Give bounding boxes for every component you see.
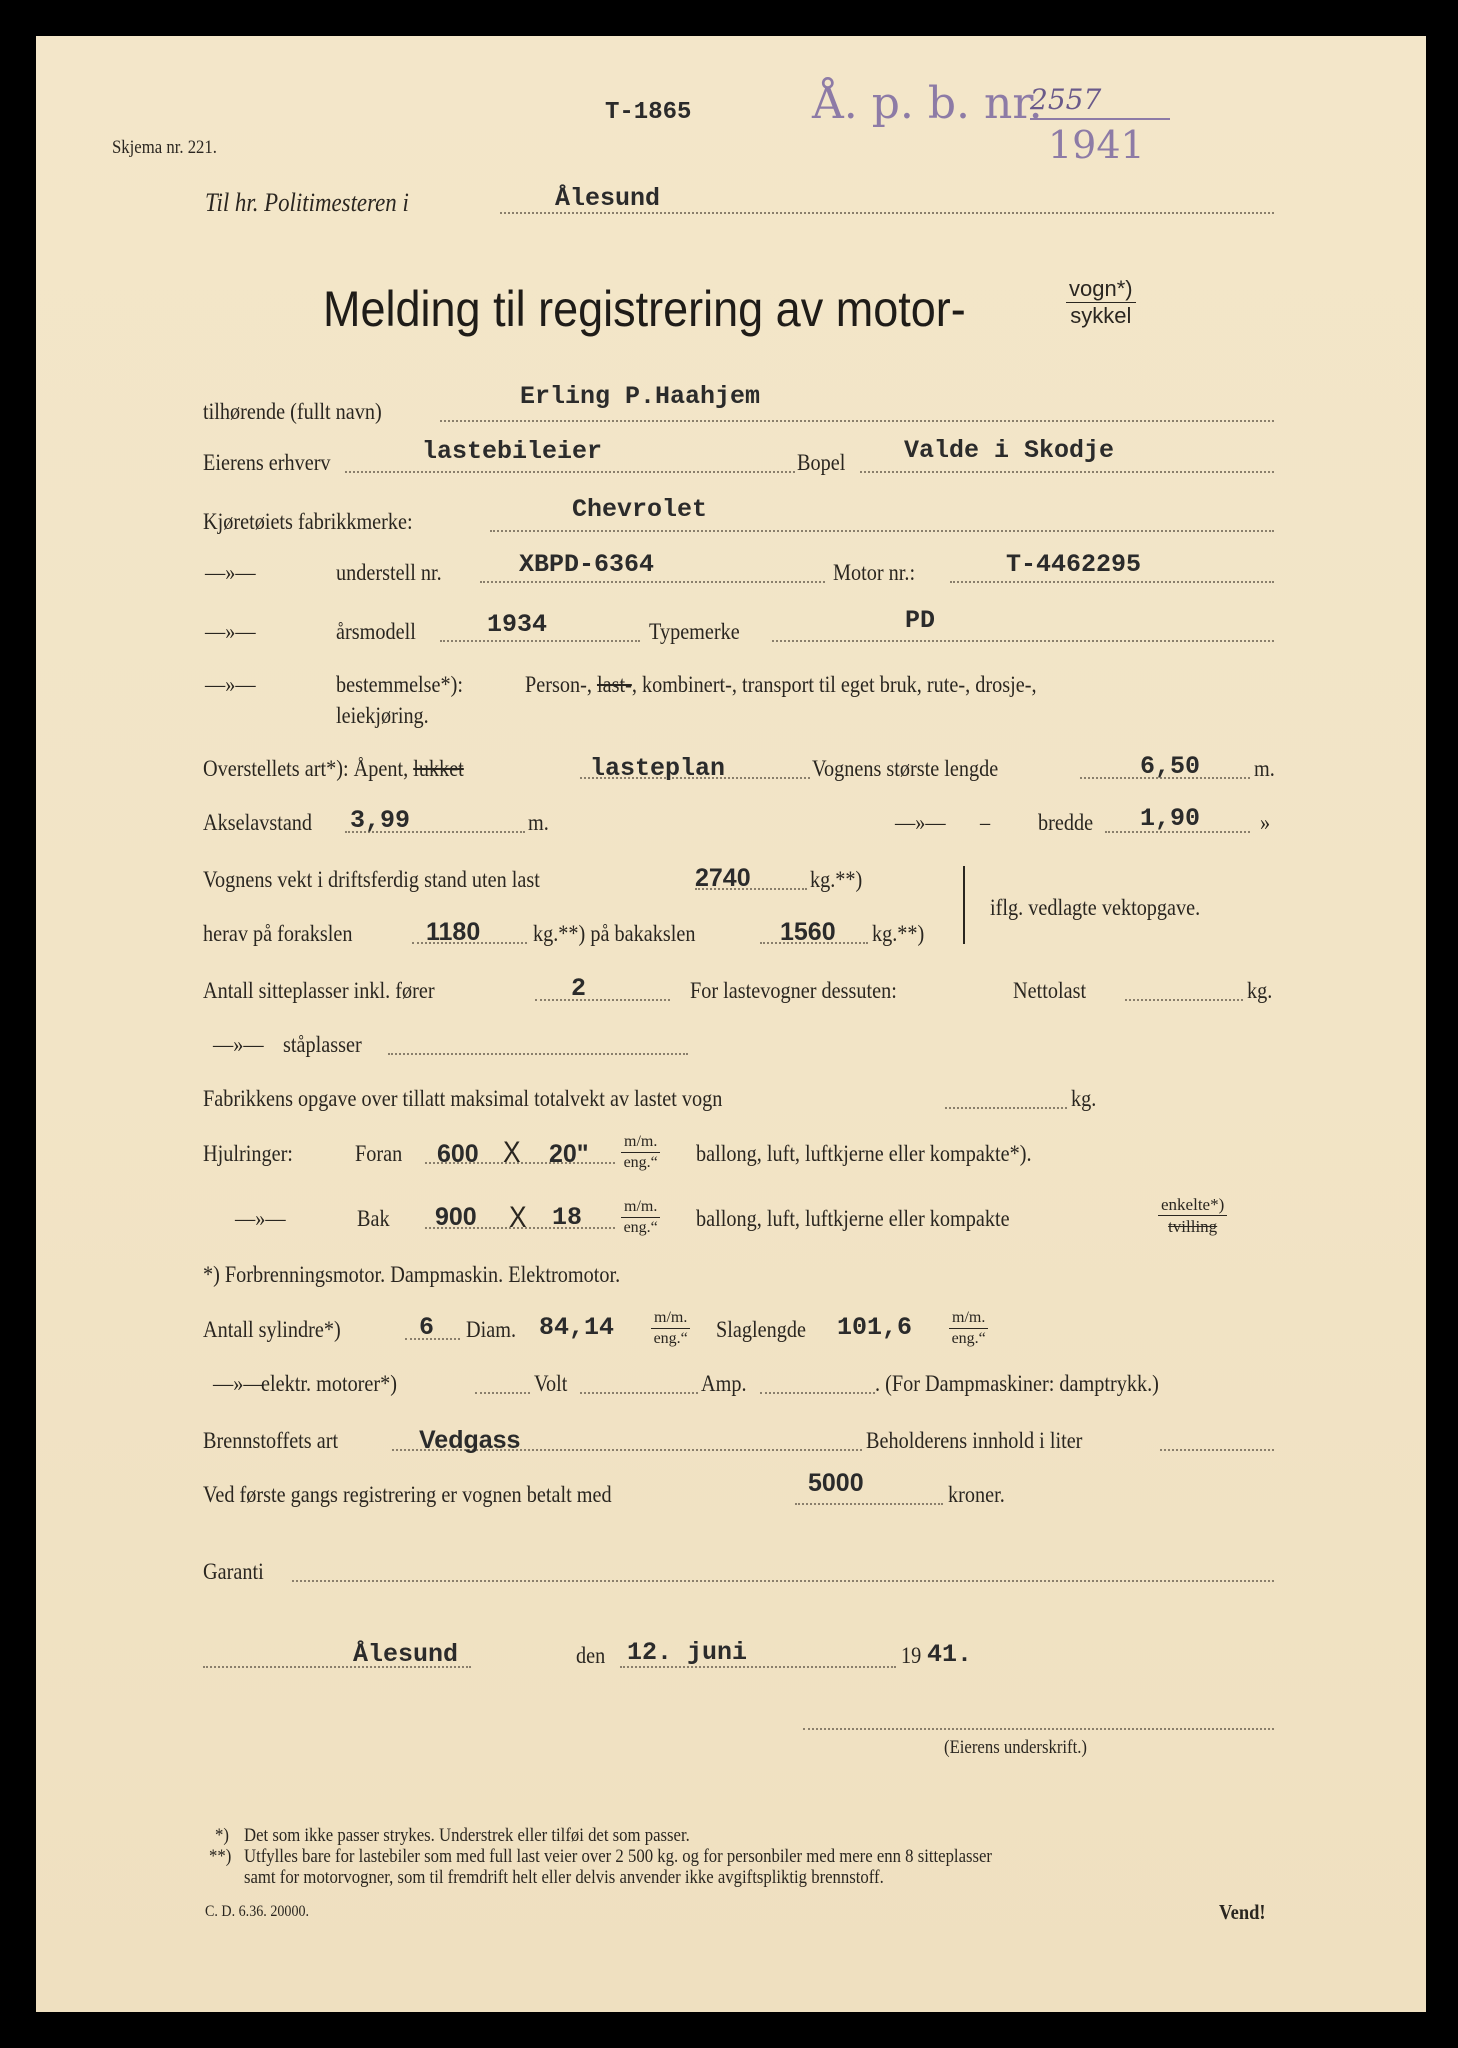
signature-label: (Eierens underskrift.): [944, 1737, 1087, 1758]
purpose-options: [525, 673, 1037, 696]
max-weight-label: Fabrikkens opgave over tillatt maksimal totalvekt av lastet vogn: [203, 1086, 723, 1111]
stamp-underline: [1030, 118, 1170, 120]
motor-label: Motor nr.:: [833, 560, 916, 585]
owner-value[interactable]: Erling P.Haahjem: [520, 382, 761, 411]
chassis-value[interactable]: XBPD-6364: [519, 550, 655, 579]
rear-tire-label: Bak: [357, 1206, 390, 1231]
times-sign: X: [503, 1136, 521, 1169]
owner-label: tilhørende (fullt navn): [203, 399, 382, 424]
footnote-2-mark: **): [209, 1846, 232, 1867]
price-unit: kroner.: [948, 1482, 1005, 1507]
occupation-label: Eierens erhverv: [203, 450, 331, 475]
stamp-number: 2557: [1030, 83, 1102, 116]
rear-axle-unit: kg.**): [872, 921, 925, 946]
rear-axle-value[interactable]: 1560: [780, 918, 836, 946]
ditto-mark: —»—: [205, 672, 256, 697]
cylinders-label: Antall sylindre*): [203, 1317, 341, 1342]
seats-value[interactable]: 2: [571, 974, 587, 1003]
unit-mm: m/m.: [651, 1310, 690, 1329]
unit-fraction: [621, 1134, 660, 1171]
title-option-vogn: vogn*): [1066, 278, 1136, 303]
width-label: bredde: [1038, 810, 1094, 835]
stamp-year: 1941: [1048, 123, 1145, 167]
unit-fraction: [949, 1310, 988, 1347]
year-prefix: 19: [901, 1643, 922, 1668]
motor-types: *) Forbrenningsmotor. Dampmaskin. Elektromotor.: [203, 1262, 621, 1287]
residence-label: Bopel: [797, 450, 846, 475]
standing-label: ståplasser: [283, 1032, 362, 1057]
title-main: Melding til registrering av motor-: [323, 281, 966, 337]
dash: –: [980, 810, 991, 835]
price-label: Ved første gangs registrering er vognen betalt med: [203, 1482, 612, 1507]
front-tire-diameter[interactable]: 20": [549, 1140, 589, 1168]
form-title: [323, 280, 966, 338]
unit-mm: m/m.: [621, 1199, 660, 1218]
purpose-person: Person-,: [525, 672, 592, 697]
length-label: Vognens største lengde: [812, 756, 999, 781]
ditto-mark: —»—: [205, 560, 256, 585]
title-option-sykkel: sykkel: [1070, 303, 1132, 328]
unit-fraction: [621, 1199, 660, 1236]
unit-eng: eng.“: [623, 1154, 658, 1171]
body-label-text: Overstellets art*): Åpent,: [203, 756, 409, 781]
front-tire-width[interactable]: 600: [437, 1140, 479, 1168]
tires-label: Hjulringer:: [203, 1141, 293, 1166]
front-axle-value[interactable]: 1180: [426, 918, 481, 946]
purpose-leiekjoring: leiekjøring.: [336, 703, 429, 728]
tank-label: Beholderens innhold i liter: [866, 1428, 1083, 1453]
turn-over: Vend!: [1219, 1900, 1266, 1924]
unit-mm: m/m.: [621, 1134, 660, 1153]
tire-types-rear: ballong, luft, luftkjerne eller kompakte: [696, 1206, 1010, 1231]
length-unit: m.: [1254, 756, 1275, 781]
place-value[interactable]: Ålesund: [353, 1640, 459, 1669]
make-label: Kjøretøiets fabrikkmerke:: [203, 509, 413, 534]
brace: [963, 866, 968, 944]
body-struck: lukket: [413, 756, 464, 781]
tire-types: ballong, luft, luftkjerne eller kompakte*).: [696, 1141, 1032, 1166]
model-year-label: årsmodell: [336, 619, 416, 644]
motor-value[interactable]: T-4462295: [1006, 550, 1142, 579]
electric-motors-label: elektr. motorer*): [261, 1371, 398, 1396]
year-value[interactable]: 41.: [927, 1640, 973, 1669]
schema-number: Skjema nr. 221.: [112, 137, 217, 158]
purpose-last-struck: last-: [596, 672, 632, 697]
footnote-1-mark: *): [215, 1825, 229, 1846]
amp-label: Amp.: [701, 1371, 747, 1396]
rear-tire-diameter[interactable]: 18: [552, 1203, 583, 1232]
unit-mm: m/m.: [949, 1310, 988, 1329]
steam-pressure-label: . (For Dampmaskiner: damptrykk.): [875, 1371, 1159, 1396]
wheelbase-label: Akselavstand: [203, 810, 313, 835]
fuel-label: Brennstoffets art: [203, 1428, 339, 1453]
stroke-label: Slaglengde: [716, 1317, 806, 1342]
times-sign: X: [509, 1201, 527, 1234]
type-value[interactable]: PD: [905, 606, 936, 635]
footnote-2-line-2: samt for motorvogner, som til fremdrift helt eller delvis anvender ikke avgiftspliktig brennstoff.: [244, 1867, 884, 1888]
unit-eng: eng.“: [653, 1330, 688, 1347]
purpose-others: , kombinert-, transport til eget bruk, rute-, drosje-,: [631, 672, 1037, 697]
weight-label: Vognens vekt i driftsferdig stand uten last: [203, 867, 540, 892]
unit-eng: eng.“: [951, 1330, 986, 1347]
front-tire-label: Foran: [355, 1141, 403, 1166]
twin-option-struck: tvilling: [1168, 1217, 1218, 1236]
stamp-label: Å. p. b. nr.: [812, 78, 1043, 129]
weight-value[interactable]: 2740: [695, 864, 751, 892]
wheelbase-unit: m.: [528, 810, 549, 835]
max-weight-unit: kg.: [1071, 1086, 1097, 1111]
single-option: enkelte*): [1158, 1196, 1227, 1216]
truck-label: For lastevogner dessuten:: [690, 978, 897, 1003]
addressee-city: Ålesund: [555, 184, 661, 213]
single-twin-fraction: [1158, 1196, 1227, 1235]
occupation-value[interactable]: lastebileier: [422, 437, 603, 466]
chassis-label: understell nr.: [336, 560, 442, 585]
width-unit-ditto: »: [1260, 810, 1271, 835]
rear-tire-width[interactable]: 900: [435, 1203, 477, 1231]
body-value[interactable]: lasteplan: [590, 754, 726, 783]
title-options: [1066, 278, 1136, 327]
rear-axle-label: kg.**) på bakakslen: [533, 921, 696, 946]
date-value[interactable]: 12. juni: [627, 1638, 748, 1667]
date-den: den: [576, 1643, 606, 1668]
diameter-label: Diam.: [466, 1317, 517, 1342]
weight-note: iflg. vedlagte vektopgave.: [990, 895, 1201, 920]
ditto-mark: —»—: [213, 1032, 264, 1057]
model-year-value[interactable]: 1934: [487, 610, 548, 639]
stroke-value[interactable]: 101,6: [837, 1313, 913, 1342]
weight-unit: kg.**): [810, 867, 863, 892]
width-value[interactable]: 1,90: [1140, 804, 1201, 833]
addressee-label: Til hr. Politimesteren i: [205, 188, 409, 217]
wheelbase-value[interactable]: 3,99: [350, 806, 411, 835]
fuel-value[interactable]: Vedgass: [419, 1426, 521, 1454]
print-code: C. D. 6.36. 20000.: [205, 1903, 310, 1920]
purpose-label: bestemmelse*):: [336, 672, 464, 697]
footnote-1: Det som ikke passer strykes. Understrek eller tilføi det som passer.: [244, 1825, 690, 1846]
document-number: T-1865: [605, 99, 692, 126]
guarantee-label: Garanti: [203, 1559, 264, 1584]
front-axle-label: herav på forakslen: [203, 921, 353, 946]
ditto-mark: —»—: [895, 810, 946, 835]
ditto-mark: —»—: [235, 1206, 286, 1231]
volt-label: Volt: [534, 1371, 568, 1396]
price-value[interactable]: 5000: [808, 1469, 864, 1497]
ditto-mark: —»—: [205, 619, 256, 644]
type-label: Typemerke: [649, 619, 740, 644]
net-load-unit: kg.: [1247, 978, 1273, 1003]
seats-label: Antall sitteplasser inkl. fører: [203, 978, 435, 1003]
residence-value[interactable]: Valde i Skodje: [904, 436, 1115, 465]
unit-eng: eng.“: [623, 1219, 658, 1236]
cylinders-value[interactable]: 6: [419, 1313, 435, 1342]
net-load-label: Nettolast: [1013, 978, 1087, 1003]
make-value[interactable]: Chevrolet: [572, 495, 708, 524]
footnote-2-line-1: Utfylles bare for lastebiler som med full last veier over 2 500 kg. og for personbiler med mere enn 8 sitteplasser: [244, 1846, 992, 1867]
diameter-value[interactable]: 84,14: [539, 1313, 615, 1342]
unit-fraction: [651, 1310, 690, 1347]
length-value[interactable]: 6,50: [1140, 752, 1201, 781]
body-label: [203, 757, 464, 780]
ditto-mark: —»—: [213, 1371, 264, 1396]
